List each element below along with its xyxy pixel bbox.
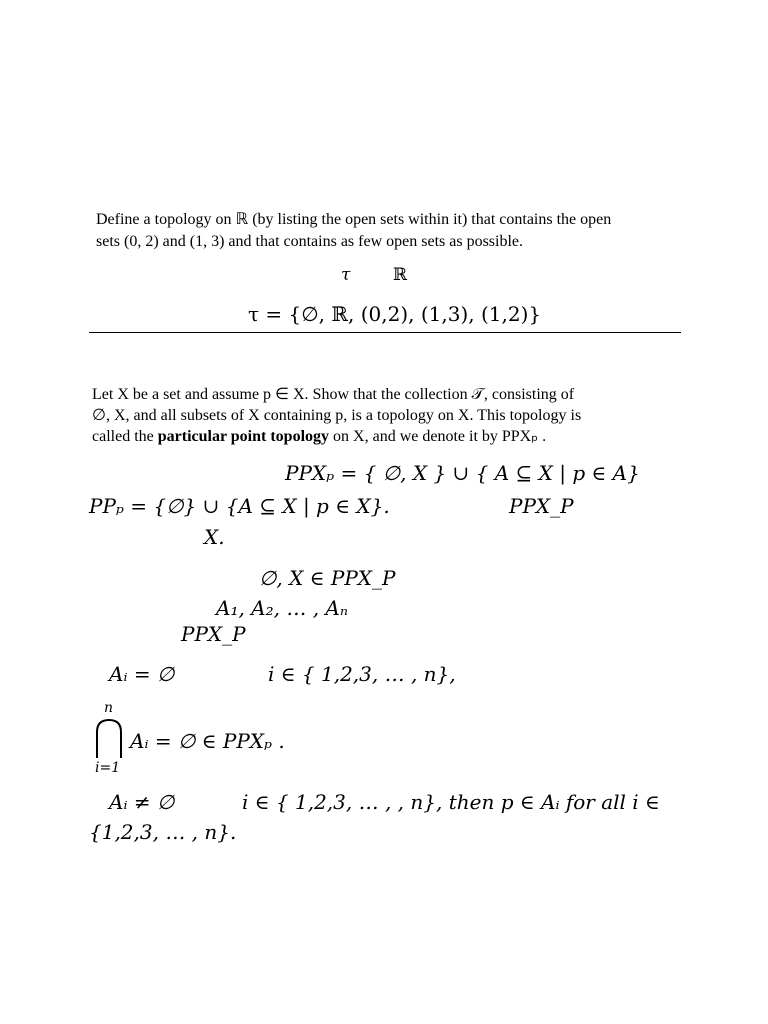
ppxp-label: PPX_P — [181, 622, 246, 646]
alternate-formula: PPₚ = {∅} ∪ {A ⊆ X | p ∈ X}. — [89, 494, 390, 518]
problem2-line1: Let X be a set and assume p ∈ X. Show that the collection 𝒯, consisting of — [92, 386, 575, 403]
ai-nonempty: Aᵢ ≠ ∅ — [109, 790, 175, 814]
problem2-line2: ∅, X, and all subsets of X containing p, is a topology on X. This topology is — [92, 407, 582, 424]
sets-list: A₁, A₂, … , Aₙ — [216, 596, 348, 620]
problem1-answer: τ = {∅, ℝ, (0,2), (1,3), (1,2)} — [248, 302, 542, 326]
problem2-line3 — [92, 426, 546, 447]
definition-formula: PPXₚ = { ∅, X } ∪ { A ⊆ X | p ∈ A} — [285, 461, 640, 485]
final-set: {1,2,3, … , n}. — [89, 820, 237, 844]
problem1-line2: sets (0, 2) and (1, 3) and that contains as few open sets as possible. — [96, 233, 524, 250]
intersection-lower-limit: i=1 — [95, 760, 121, 776]
problem1-line1: Define a topology on ℝ (by listing the open sets within it) that contains the open — [96, 211, 612, 228]
intersection-upper-limit: n — [104, 700, 114, 716]
nonempty-condition: i ∈ { 1,2,3, … , , n}, then p ∈ Aᵢ for all i ∈ — [242, 790, 660, 814]
tau-symbol: τ — [341, 265, 351, 285]
x-period: X. — [204, 525, 225, 549]
index-set: i ∈ { 1,2,3, … , n}, — [268, 662, 456, 686]
ai-empty: Aᵢ = ∅ — [109, 662, 175, 686]
problem2-line3-pre: called the — [92, 428, 158, 445]
intersection-result: Aᵢ = ∅ ∈ PPXₚ . — [130, 729, 285, 753]
ppxp-right-label: PPX_P — [509, 494, 574, 518]
problem2-line3-post: on X, and we denote it by PPXₚ . — [329, 428, 547, 445]
empty-and-x-in-ppxp: ∅, X ∈ PPX_P — [259, 566, 396, 590]
big-intersection-icon — [94, 718, 124, 758]
divider-line — [89, 332, 681, 333]
particular-point-topology-term: particular point topology — [157, 428, 330, 445]
reals-symbol: ℝ — [393, 265, 408, 285]
